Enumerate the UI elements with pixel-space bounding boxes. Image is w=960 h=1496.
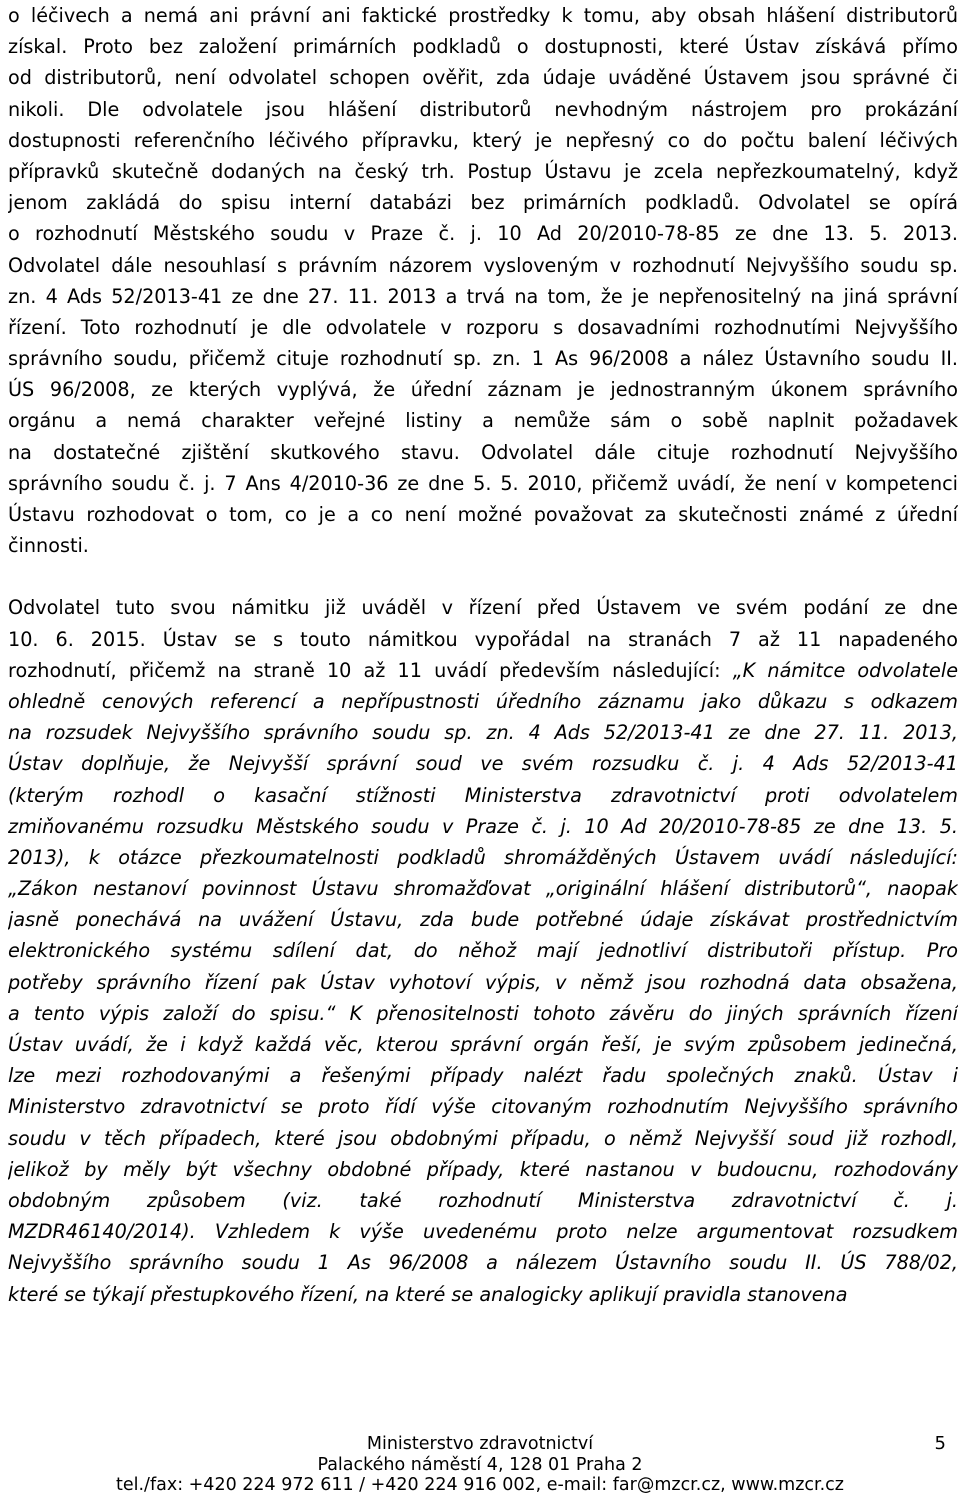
text-line	[8, 998, 958, 1029]
text-line: orgánu a nemá charakter veřejné listiny a nemůže sám o sobě naplnit požadavek	[8, 409, 958, 433]
text-line: zn. 4 Ads 52/2013-41 ze dne 27. 11. 2013 a trvá na tom, že je nepřenositelný na jiná správní	[8, 284, 958, 308]
paragraph-2	[8, 592, 958, 1309]
text-line: Ústavu rozhodovat o tom, co je a co není možné považovat za skutečnosti známé z úřední	[8, 503, 958, 526]
text-line	[8, 686, 958, 717]
quoted-text-run: potřeby správního řízení pak Ústav vyhotoví výpis, v němž jsou rozhodná data obsažena,	[8, 970, 958, 994]
text-line: dostupnosti referenčního léčivého přípravku, který je nepřesný co do počtu balení léčivých	[8, 128, 958, 152]
page-footer	[0, 1404, 960, 1494]
paragraph-gap	[8, 561, 958, 592]
text-line: činnosti.	[8, 534, 89, 558]
quoted-text-run: ohledně cenových referencí a nepřípustnosti úředního záznamu jako důkazu s odkazem	[8, 689, 958, 713]
text-line	[8, 592, 958, 623]
text-line: přípravků skutečně dodaných na český trh. Postup Ústavu je zcela nepřezkoumatelný, když	[8, 159, 958, 183]
text-line	[8, 967, 958, 998]
text-line	[8, 1279, 958, 1310]
text-line	[8, 842, 958, 873]
page-number: 5	[934, 1433, 946, 1454]
text-line	[8, 811, 958, 842]
quoted-text-run: 2013), k otázce přezkoumatelnosti podkladů shromážděných Ústavem uvádí následující:	[8, 845, 958, 869]
quoted-text-run: (kterým rozhodl o kasační stížnosti Ministerstva zdravotnictví proti odvolatelem	[8, 783, 958, 807]
text-line	[8, 935, 958, 966]
quoted-text-run: Ústav uvádí, že i když každá věc, kterou správní orgán řeší, je svým způsobem jedinečná,	[8, 1033, 958, 1056]
footer-contact: tel./fax: +420 224 972 611 / +420 224 916 002, e-mail: far@mzcr.cz, www.mzcr.cz	[116, 1475, 844, 1495]
text-line	[8, 748, 958, 779]
quoted-text-run: lze mezi rozhodovanými a řešenými případy nalézt řadu společných znaků. Ústav i	[8, 1064, 958, 1088]
quoted-text-run: zmiňovanému rozsudku Městského soudu v Praze č. j. 10 Ad 20/2010-78-85 ze dne 13. 5.	[8, 814, 958, 838]
text-line	[8, 1029, 958, 1060]
text-line: Odvolatel dále nesouhlasí s právním názorem vysloveným v rozhodnutí Nejvyššího soudu sp.	[8, 253, 958, 277]
text-line: o léčivech a nemá ani právní ani faktické prostředky k tomu, aby obsah hlášení distributorů	[8, 4, 958, 27]
footer-address: Palackého náměstí 4, 128 01 Praha 2	[317, 1454, 643, 1475]
quoted-text-run: na rozsudek Nejvyššího správního soudu sp. zn. 4 Ads 52/2013-41 ze dne 27. 11. 2013,	[8, 721, 958, 745]
text-line: řízení. Toto rozhodnutí je dle odvolatele v rozporu s dosavadními rozhodnutími Nejvyššího	[8, 315, 958, 339]
text-run: rozhodnutí, přičemž na straně 10 až 11 uvádí především následující:	[8, 658, 733, 682]
document-body	[8, 0, 958, 1310]
text-line	[8, 717, 958, 748]
text-line	[8, 873, 958, 904]
quoted-text-run: „Zákon nestanoví povinnost Ústavu shromažďovat „originální hlášení distributorů“, naopak	[8, 877, 958, 901]
text-line	[8, 780, 958, 811]
text-run: Odvolatel tuto svou námitku již uváděl v řízení před Ústavem ve svém podání ze dne	[8, 596, 958, 620]
quoted-text-run: soudu v těch případech, které jsou obdobnými případu, o němž Nejvyšší soud již rozhodl,	[8, 1126, 958, 1150]
text-line	[8, 1123, 958, 1154]
text-line: nikoli. Dle odvolatele jsou hlášení distributorů nevhodným nástrojem pro prokázání	[8, 97, 958, 121]
quoted-text-run: Ústav doplňuje, že Nejvyšší správní soud ve svém rozsudku č. j. 4 Ads 52/2013-41	[8, 752, 958, 776]
text-line	[8, 1185, 958, 1216]
text-line	[8, 1060, 958, 1091]
text-line: jenom zakládá do spisu interní databázi bez primárních podkladů. Odvolatel se opírá	[8, 191, 958, 215]
quoted-text-run: jasně ponechává na uvážení Ústavu, zda bude potřebné údaje získávat prostřednictvím	[8, 908, 958, 932]
quoted-text-run: „K námitce odvolatele	[732, 658, 958, 682]
text-line: správního soudu, přičemž cituje rozhodnutí sp. zn. 1 As 96/2008 a nález Ústavního soudu II.	[8, 347, 958, 371]
footer-org: Ministerstvo zdravotnictví	[366, 1434, 594, 1454]
text-line	[8, 624, 958, 655]
text-line	[8, 1091, 958, 1122]
quoted-text-run: Nejvyššího správního soudu 1 As 96/2008 a nálezem Ústavního soudu II. ÚS 788/02,	[8, 1251, 958, 1275]
footer-info	[0, 1434, 960, 1496]
text-line: ÚS 96/2008, ze kterých vyplývá, že úřední záznam je jednostranným úkonem správního	[8, 378, 958, 402]
text-line: na dostatečné zjištění skutkového stavu. Odvolatel dále cituje rozhodnutí Nejvyššího	[8, 440, 958, 464]
text-line: o rozhodnutí Městského soudu v Praze č. j. 10 Ad 20/2010-78-85 ze dne 13. 5. 2013.	[8, 222, 958, 246]
quoted-text-run: a tento výpis založí do spisu.“ K přenositelnosti tohoto závěru do jiných správních řízení	[8, 1001, 958, 1025]
text-line	[8, 1216, 958, 1247]
quoted-text-run: jelikož by měly být všechny obdobné případy, které nastanou v budoucnu, rozhodovány	[8, 1157, 958, 1181]
text-line: získal. Proto bez založení primárních podkladů o dostupnosti, které Ústav získává přímo	[8, 35, 958, 59]
quoted-text-run: MZDR46140/2014). Vzhledem k výše uvedenému proto nelze argumentovat rozsudkem	[8, 1220, 958, 1244]
quoted-text-run: Ministerstvo zdravotnictví se proto řídí výše citovaným rozhodnutím Nejvyššího správního	[8, 1095, 958, 1119]
quoted-text-run: které se týkají přestupkového řízení, na které se analogicky aplikují pravidla stanovena	[8, 1282, 848, 1306]
text-line	[8, 1154, 958, 1185]
text-line	[8, 1247, 958, 1278]
text-line	[8, 904, 958, 935]
text-line: od distributorů, není odvolatel schopen ověřit, zda údaje uváděné Ústavem jsou správné či	[8, 66, 958, 90]
text-line: správního soudu č. j. 7 Ans 4/2010-36 ze dne 5. 5. 2010, přičemž uvádí, že není v kompetenci	[8, 471, 958, 495]
text-run: 10. 6. 2015. Ústav se s touto námitkou vypořádal na stranách 7 až 11 napadeného	[8, 627, 958, 651]
paragraph-1	[8, 0, 958, 561]
quoted-text-run: elektronického systému sdílení dat, do něhož mají jednotliví distributoři přístup. Pro	[8, 939, 958, 963]
text-line	[8, 655, 958, 686]
quoted-text-run: obdobným způsobem (viz. také rozhodnutí Ministerstva zdravotnictví č. j.	[8, 1188, 958, 1212]
